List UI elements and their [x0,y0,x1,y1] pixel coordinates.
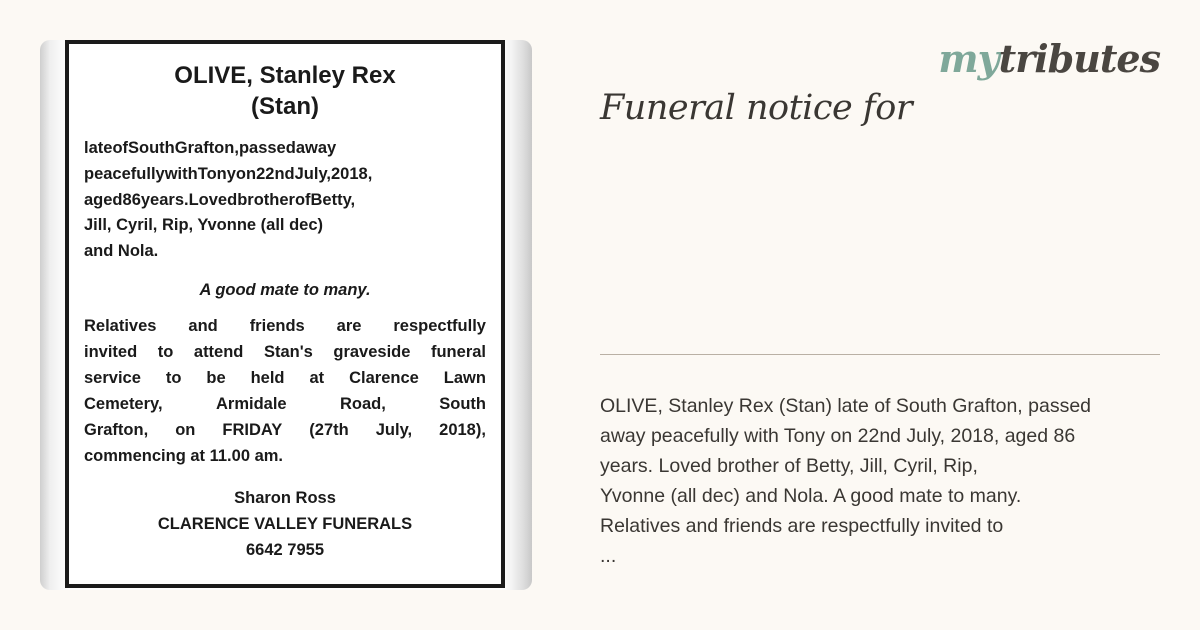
notice-summary [600,391,1160,571]
notice-motto: A good mate to many. [199,280,371,299]
notice-line: Jill, Cyril, Rip, Yvonne (all dec) [84,216,324,235]
deceased-name-line: OLIVE, Stanley Rex [174,62,396,89]
notice-line: Grafton, on FRIDAY (27th July, 2018), [84,420,486,439]
logo-part-tributes: tributes [998,36,1160,81]
mytributes-logo[interactable] [938,36,1160,81]
summary-line: years. Loved brother of Betty, Jill, Cyril, Rip, [600,455,978,477]
notice-paragraph-2 [84,313,486,469]
notice-line: lateofSouthGrafton,passedaway [84,139,337,157]
divider [600,354,1160,355]
funeral-notice-image [40,40,532,590]
funeral-company: CLARENCE VALLEY FUNERALS [157,514,413,533]
page-title: Funeral notice for [600,88,913,128]
summary-line: away peacefully with Tony on 22nd July, 2018, aged 86 [600,425,1076,447]
notice-line: service to be held at Clarence Lawn [84,368,486,387]
company-phone: 6642 7955 [246,540,324,559]
notice-line: aged86years.LovedbrotherofBetty, [84,190,356,209]
notice-border [65,40,505,588]
notice-line: invited to attend Stan's graveside funeral [84,342,486,361]
summary-line: Yvonne (all dec) and Nola. A good mate to many. [600,485,1022,507]
summary-ellipsis: ... [600,545,617,567]
summary-line: OLIVE, Stanley Rex (Stan) late of South Grafton, passed [600,395,1092,417]
notice-line: Relatives and friends are respectfully [84,316,486,335]
notice-line: peacefullywithTonyon22ndJuly,2018, [84,164,373,183]
notice-line: commencing at 11.00 am. [84,446,284,465]
director-name: Sharon Ross [234,488,336,507]
deceased-nickname: (Stan) [251,93,319,120]
funeral-director-block [84,485,486,563]
notice-paragraph-1 [84,136,486,265]
logo-part-my: my [938,36,999,81]
notice-line: Cemetery, Armidale Road, South [84,394,486,413]
notice-line: and Nola. [84,242,159,261]
summary-line: Relatives and friends are respectfully invited to [600,515,1004,537]
deceased-name [84,60,486,122]
